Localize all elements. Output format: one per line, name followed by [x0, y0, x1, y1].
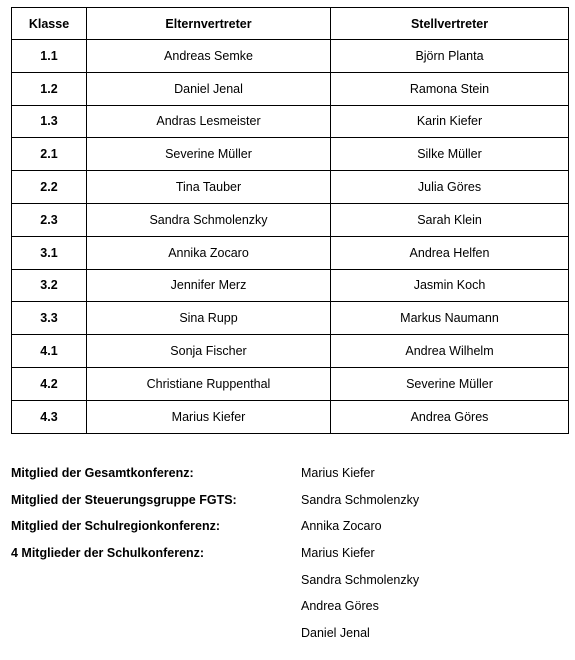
table-row [12, 138, 569, 171]
committee-member-name: Andrea Göres [301, 599, 379, 614]
table-body [12, 40, 569, 434]
committee-row [11, 519, 568, 546]
header-stellvertreter: Stellvertreter [331, 8, 569, 40]
deputy-rep-cell: Karin Kiefer [331, 105, 569, 138]
committee-label: Mitglied der Schulregionkonferenz: [11, 519, 221, 534]
committee-row [11, 466, 568, 493]
committee-row [11, 626, 568, 653]
table-header [12, 8, 569, 40]
parent-rep-cell: Sandra Schmolenzky [87, 203, 331, 236]
deputy-rep-cell: Julia Göres [331, 171, 569, 204]
class-cell: 3.1 [12, 236, 87, 269]
header-row [12, 8, 569, 40]
deputy-rep-cell: Severine Müller [331, 367, 569, 400]
deputy-rep-cell: Andrea Wilhelm [331, 335, 569, 368]
table-row [12, 367, 569, 400]
parent-rep-cell: Sonja Fischer [87, 335, 331, 368]
class-cell: 2.1 [12, 138, 87, 171]
committee-member-name: Marius Kiefer [301, 546, 375, 561]
table-row [12, 269, 569, 302]
deputy-rep-cell: Markus Naumann [331, 302, 569, 335]
committee-label: Mitglied der Gesamtkonferenz: [11, 466, 194, 480]
class-cell: 4.3 [12, 400, 87, 433]
class-cell: 1.3 [12, 105, 87, 138]
parent-rep-cell: Jennifer Merz [87, 269, 331, 302]
table-row [12, 105, 569, 138]
committee-member-name: Sandra Schmolenzky [301, 492, 420, 507]
class-cell: 1.2 [12, 72, 87, 105]
table-row [12, 171, 569, 204]
parent-rep-cell: Annika Zocaro [87, 236, 331, 269]
deputy-rep-cell: Silke Müller [331, 138, 569, 171]
header-klasse: Klasse [12, 8, 87, 40]
parent-rep-cell: Marius Kiefer [87, 400, 331, 433]
table-row [12, 72, 569, 105]
table-row [12, 302, 569, 335]
table-row [12, 40, 569, 73]
committee-row [11, 493, 568, 520]
parent-rep-cell: Sina Rupp [87, 302, 331, 335]
committee-row [11, 573, 568, 600]
table-row [12, 236, 569, 269]
deputy-rep-cell: Jasmin Koch [331, 269, 569, 302]
class-cell: 1.1 [12, 40, 87, 73]
committee-row [11, 599, 568, 626]
table-row [12, 203, 569, 236]
class-cell: 3.2 [12, 269, 87, 302]
parent-rep-cell: Tina Tauber [87, 171, 331, 204]
class-representatives-table [11, 7, 569, 434]
committee-label: 4 Mitglieder der Schulkonferenz: [11, 546, 205, 561]
parent-rep-cell: Daniel Jenal [87, 72, 331, 105]
table-row [12, 335, 569, 368]
deputy-rep-cell: Ramona Stein [331, 72, 569, 105]
deputy-rep-cell: Sarah Klein [331, 203, 569, 236]
deputy-rep-cell: Andrea Göres [331, 400, 569, 433]
parent-rep-cell: Severine Müller [87, 138, 331, 171]
committee-member-name: Daniel Jenal [301, 626, 370, 641]
committee-row [11, 546, 568, 573]
parent-rep-cell: Andras Lesmeister [87, 105, 331, 138]
committee-member-name: Marius Kiefer [301, 466, 375, 480]
committee-members-section [11, 466, 568, 653]
parent-rep-cell: Christiane Ruppenthal [87, 367, 331, 400]
committee-member-name: Annika Zocaro [301, 519, 382, 534]
committee-label: Mitglied der Steuerungsgruppe FGTS: [11, 492, 237, 507]
committee-member-name: Sandra Schmolenzky [301, 572, 420, 587]
class-cell: 4.2 [12, 367, 87, 400]
header-elternvertreter: Elternvertreter [87, 8, 331, 40]
deputy-rep-cell: Andrea Helfen [331, 236, 569, 269]
class-cell: 2.3 [12, 203, 87, 236]
class-cell: 4.1 [12, 335, 87, 368]
deputy-rep-cell: Björn Planta [331, 40, 569, 73]
class-cell: 3.3 [12, 302, 87, 335]
table-row [12, 400, 569, 433]
parent-rep-cell: Andreas Semke [87, 40, 331, 73]
class-cell: 2.2 [12, 171, 87, 204]
